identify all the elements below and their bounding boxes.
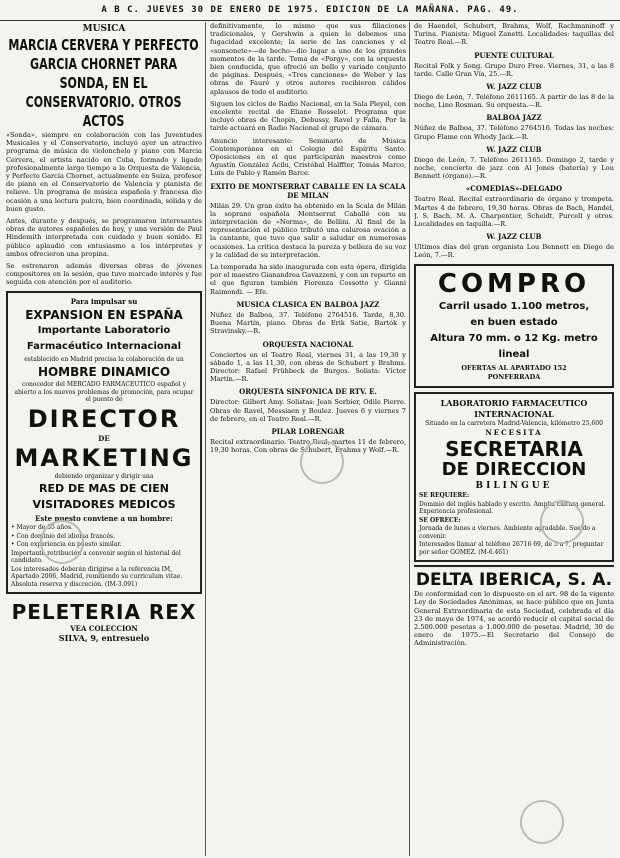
ad-peleteria <box>6 600 202 643</box>
listing-body: Conciertos en el Teatro Real, viernes 31, a las 19,30 y sábado 1, a las 11,30, con obras de Schubert y Brahms. Director: Rafael Frühbeck de Burgos. Solista: Víctor Martín.—R. <box>210 350 406 384</box>
listing-body: Diego de León, 7. Teléfono 2611165. A partir de las 8 de la noche, Lino Rosman. Su orquesta.—R. <box>414 93 614 110</box>
article-paragraph: definitivamente, lo mismo que sus filiaciones tradicionales, y Gershwin a quien le debemos una fugacidad excelente; la serie de las canciones y el «sonsonete»—de hecho—dio lugar a uno de los grandes momentos de la tarde. Tema de «Porgy», con la orquesta bien conducida, que ofreció un bello y variado conjunto de páginas. Después, «Tres canciones» de Weber y las obras de Fauré y otros autores recibieron cálidos aplausos de todo el auditorio. <box>210 22 406 96</box>
listing-title: ORQUESTA SINFONICA DE RTV. E. <box>239 387 377 397</box>
listing-body: Núñez de Balboa, 37. Teléfono 2764516. Todas las noches: Grupo Flame con Whody Jack.—R. <box>414 124 614 141</box>
article-paragraph: Milán 29. Un gran éxito ha obtenido en la Scala de Milán la soprano española Montserrat Caballé con su interpretación de «Norma», de Bellini. Al final de la representación el público tributó una calurosa ovación a la cantante, que tuvo que salir a saludar en numerosas ocasiones. La crítica destaca la pureza y belleza de su voz y la calidad de su interpretación. <box>210 201 406 259</box>
listing-body: Director: Gilbert Amy. Solistas: Jean Sorbier, Odile Pierre. Obras de Ravel, Messiaen y Boulez. Jueves 6 y viernes 7 de febrero, en el Teatro Real.—R. <box>210 398 406 423</box>
legal-notice: De conformidad con lo dispuesto en el art. 98 de la vigente Ley de Sociedades Anónimas, se hace público que en Junta General Extraordinaria de esta Sociedad, celebrada el día 23 de mayo de 1974, se acordó reducir el capital social de 2.500.000 pesetas a 1.000.000 de pesetas. Madrid, 30 de enero de 1975.—El Secretario del Consejo de Administración. <box>414 590 614 648</box>
article-paragraph: Se estrenaron además diversas obras de jóvenes compositores en la sesión, que tuvo marcado interés y fue seguida con atención por el auditorio. <box>6 262 202 287</box>
ad-line: conocedor del MERCADO FARMACEUTICO español y abierto a los nuevos problemas de promoción, para ocupar el puesto de <box>14 381 194 404</box>
listing-body: Recital extraordinario. Teatro Real, martes 11 de febrero, 19,30 horas. Con obras de Schubert, Brahms y Wolf.—R. <box>210 437 406 455</box>
ad-line: INTERNACIONAL <box>474 408 554 419</box>
article-paragraph: La temporada ha sido inaugurada con esta ópera, dirigida por el maestro Gianandrea Gavazzeni, y con un reparto en el que figuran también Fiorenza Cossotto y Gianni Raimondi. — Efe. <box>210 263 406 296</box>
ad-compro <box>414 264 614 388</box>
music-headline: MARCIA CERVERA Y PERFECTO GARCIA CHORNET PARA SONDA, EN EL CONSERVATORIO. OTROS ACTOS <box>8 36 200 130</box>
ad-line: debiendo organizar y dirigir una <box>54 472 154 480</box>
column-3 <box>414 22 614 856</box>
ad-line: BILINGUE <box>475 481 553 492</box>
section-kicker: MUSICA <box>82 24 126 34</box>
ad-line: • Con experiencia en puesto similar. <box>11 541 122 549</box>
ad-line: Este puesto conviene a un hombre: <box>35 514 173 524</box>
ad-line: Altura 70 mm. o 12 Kg. metro <box>430 332 598 344</box>
listing-body: Teatro Real. Recital extraordinario de órgano y trompeta. Martes 4 de febrero, 19,30 horas. Obras de Bach, Handel, J. S. Bach, M. A. Charpentier, Scheidt, Purcell y otros. Localidades en taquilla.—R. <box>414 195 614 229</box>
ad-line: MARKETING <box>14 443 194 472</box>
column-rule <box>409 22 410 856</box>
listing-title: MUSICA CLASICA EN BALBOA JAZZ <box>236 299 380 309</box>
listing-title: PUENTE CULTURAL <box>474 50 554 60</box>
ad-line: DE <box>98 433 110 443</box>
ad-line: VEA COLECCION <box>70 624 138 634</box>
ad-line: Importante Laboratorio <box>37 324 171 336</box>
ad-line: Situado en la carretera Madrid-Valencia, kilómetro 25,600 <box>425 419 603 427</box>
page-header: A B C. JUEVES 30 DE ENERO DE 1975. EDICION DE LA MAÑANA. PAG. 49. <box>0 0 620 21</box>
ad-line: SE OFRECE: <box>419 516 461 524</box>
listing-title: «COMEDIAS»-DELGADO <box>465 184 563 194</box>
listing-body: Recital Folk y Song. Grupo Duro Free. Viernes, 31, a las 8 tarde. Calle Gran Vía, 25.—R. <box>414 61 614 78</box>
ad-line: SILVA, 9, entresuelo <box>58 633 150 644</box>
listing-body: Ultimos días del gran organista Lou Bennett en Diego de León, 7.—R. <box>414 243 614 260</box>
ad-line: Dominio del inglés hablado y escrito. Amplia cultura general. Experiencia profesional. <box>419 500 606 516</box>
ad-line: Para impulsar su <box>70 296 138 306</box>
ad-secretaria <box>414 392 614 563</box>
ad-line: en buen estado <box>470 316 558 328</box>
column-1 <box>6 22 202 856</box>
listing-title: W. JAZZ CLUB <box>486 82 542 92</box>
column-2 <box>210 22 406 856</box>
article-paragraph: «Sonda», siempre en colaboración con las Juventudes Musicales y el Conservatorio, incluyó ayer un atractivo programa de música de violonchelo y piano con Marcia Cervera, el artista nacido en Cuba, formado y ligado profesionalmente largo tiempo a la Orquesta de Valencia, y Perfecto García Chornet, actualmente en Suiza, profesor de piano en el Conservatorio de Valencia y pianista de relieve. Un programa de música española y francesa dio ocasión a una lectura pulcra, bien coordinada, sólida y de buen gusto. <box>6 131 202 213</box>
article-paragraph: Siguen los ciclos de Radio Nacional, en la Sala Pleyel, con excelente recital de Eliane Rosselot. Programa que incluyó obras de Chopin, Debussy, Ravel y Falla. Por la tarde actuará en Radio Nacional el grupo de cámara. <box>210 99 406 133</box>
ad-line: LABORATORIO FARMACEUTICO <box>440 397 588 408</box>
ad-line: Carril usado 1.100 metros, <box>438 300 590 312</box>
ad-line: • Mayor de 35 años. <box>11 524 73 532</box>
ad-line: VISITADORES MEDICOS <box>32 498 176 512</box>
ad-line: OFERTAS AL APARTADO 152 <box>461 363 567 372</box>
ad-line: Interesados llamar al teléfono 26716 69, de 5 a 7, preguntar por señor GOMEZ. (M-6.461) <box>419 541 604 556</box>
divider <box>414 565 614 567</box>
listing-title: PILAR LORENGAR <box>271 426 345 436</box>
article-title: EXITO DE MONTSERRAT CABALLE EN LA SCALA DE MILAN <box>210 181 406 200</box>
ad-line: Los interesados deberán dirigirse a la referencia IM, Apartado 2006, Madrid, remitiendo su curriculum vitae. Absoluta reserva y discreción. (IM-3.091) <box>11 565 183 588</box>
ad-line: Farmacéutico Internacional <box>26 340 182 352</box>
listing-body: Núñez de Balboa, 37. Teléfono 2764516. Tarde, 8,30. Buena Martín, piano. Obras de Erik Satie, Bartók y Stravinsky.—R. <box>210 310 406 336</box>
ad-line: lineal <box>498 348 530 360</box>
ad-line: HOMBRE DINAMICO <box>37 365 171 380</box>
listing-title: BALBOA JAZZ <box>486 113 542 123</box>
article-paragraph: Anuncio interesante: Seminario de Música Contemporánea en el Colegio del Espíritu Santo. Oposiciones en el que participarán maestros como Agustín González Acilu, Cristóbal Halffter, Tomás Marco, Luis de Pablo y Ramón Barce. <box>210 136 406 178</box>
ad-line: PONFERRADA <box>487 372 541 381</box>
ad-line: SE REQUIERE: <box>419 492 470 500</box>
ad-marketing-director <box>6 291 202 595</box>
ad-line: NECESITA <box>485 428 543 438</box>
ad-title: DELTA IBERICA, S. A. <box>415 570 613 591</box>
ad-line: • Con dominio del idioma francés. <box>11 532 115 540</box>
ad-line: establecido en Madrid precisa la colaboración de un <box>24 355 184 363</box>
column-rule <box>205 22 206 856</box>
ad-line: Importante retribución a convenir según el historial del candidato. <box>11 549 181 565</box>
ad-line: DE DIRECCION <box>441 459 587 481</box>
ad-line: Jornada de lunes a viernes. Ambiente agradable. Sueldo a convenir. <box>419 525 596 540</box>
ad-line: DIRECTOR <box>27 404 181 433</box>
ad-line: EXPANSION EN ESPAÑA <box>25 307 183 322</box>
ad-line: RED DE MAS DE CIEN <box>39 482 169 496</box>
article-paragraph: Antes, durante y después, se programaron interesantes obras de autores españoles de hoy, y una versión de Paul Hindemith interpretada con cuidado y buen sonido. El público aplaudió con entusiasmo a los intérpretes y ambos ofrecieron una propina. <box>6 217 202 258</box>
listing-title: W. JAZZ CLUB <box>486 144 542 154</box>
listing-title: ORQUESTA NACIONAL <box>262 339 354 349</box>
listing-title: W. JAZZ CLUB <box>486 232 542 242</box>
listing-body: de Haendel, Schubert, Brahms, Wolf, Rachmaninoff y Turina. Pianista: Miguel Zanetti. Localidades: taquillas del Teatro Real.—R. <box>414 22 614 47</box>
ad-title: PELETERIA REX <box>11 600 197 625</box>
ad-title: COMPRO <box>437 268 591 299</box>
ad-line: SECRETARIA <box>445 437 583 462</box>
listing-body: Diego de León, 7. Teléfono 2611165. Domingo 2, tarde y noche, concierto de jazz con Al Jones (batería) y Lou Bennett (órgano).—R. <box>414 155 614 181</box>
